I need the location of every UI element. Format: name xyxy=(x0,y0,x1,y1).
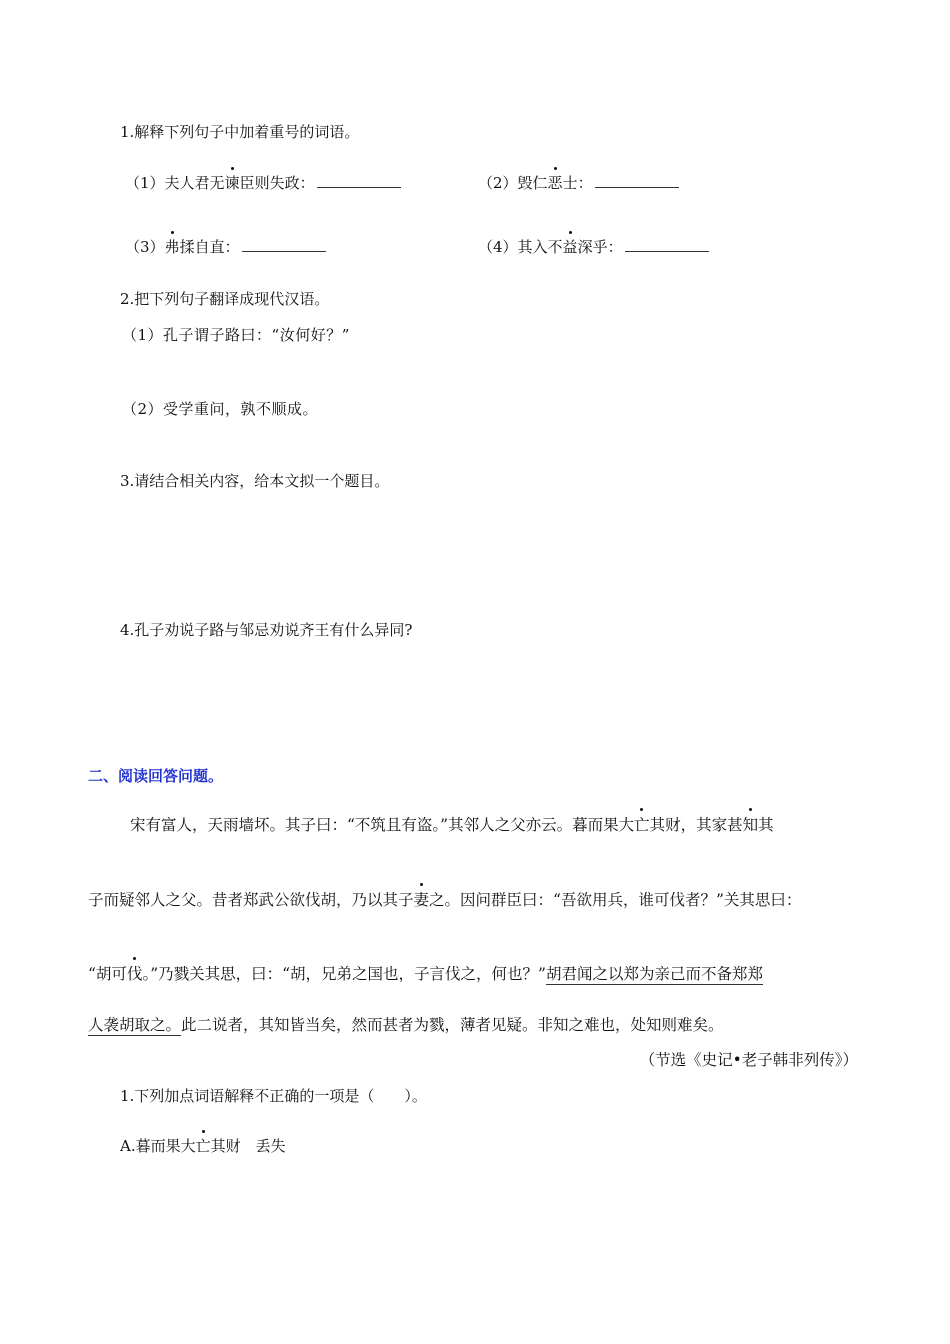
passage-line-3-text-b: 。”乃戮关其思，曰：“胡，兄弟之国也，子言伐之，何也？” xyxy=(142,965,546,983)
passage-emphasized-word: 知 xyxy=(743,813,759,835)
passage-underlined-sentence-end: 人袭胡取之。 xyxy=(88,1016,182,1034)
passage-line-4 xyxy=(88,1013,724,1035)
passage-emphasized-word: 亡 xyxy=(634,813,650,835)
passage-source: （节选《史记•老子韩非列传》） xyxy=(639,1051,858,1069)
item-1-text-before: （1）夫人君无 xyxy=(125,174,225,192)
item-4-text-after: 深乎： xyxy=(577,238,623,256)
passage-line-3 xyxy=(88,962,763,984)
item-3-emphasized-word: 弗 xyxy=(164,238,180,256)
item-4-text-before: （4）其入不 xyxy=(478,238,563,256)
item-2-text-after: 士： xyxy=(562,174,593,192)
option-a-text-before: A.暮而果大 xyxy=(120,1137,196,1155)
question-1-item-2 xyxy=(478,172,679,193)
item-1-text-after: 臣则失政： xyxy=(239,174,315,192)
item-1-emphasized-word: 谏 xyxy=(224,174,240,192)
question-3-stem: 3.请结合相关内容，给本文拟一个题目。 xyxy=(120,472,390,490)
passage-emphasized-word: 伐 xyxy=(127,962,143,984)
passage-line-3-text-a: “胡可 xyxy=(88,965,127,983)
section-2-question-1-stem: 1.下列加点词语解释不正确的一项是（ ）。 xyxy=(120,1087,427,1105)
option-a-text-after: 其财 丢失 xyxy=(210,1137,286,1155)
item-4-emphasized-word: 益 xyxy=(562,238,578,256)
passage-line-2-text-a: 子而疑邻人之父。昔者郑武公欲伐胡，乃以其子 xyxy=(88,891,414,909)
item-3-answer-blank[interactable] xyxy=(242,237,326,252)
question-1-stem: 1.解释下列句子中加着重号的词语。 xyxy=(120,123,360,141)
passage-line-4-text-b: 此二说者，其知皆当矣，然而甚者为戮，薄者见疑。非知之难也，处知则难矣。 xyxy=(181,1016,724,1034)
option-a[interactable] xyxy=(120,1135,286,1156)
option-a-emphasized-word: 亡 xyxy=(195,1137,211,1155)
question-1-item-3 xyxy=(125,236,326,257)
passage-line-2-text-b: 之。因问群臣曰：“吾欲用兵，谁可伐者？”关其思曰： xyxy=(429,891,802,909)
question-2-sentence-2: （2）受学重问，孰不顺成。 xyxy=(122,400,319,418)
passage-emphasized-word: 妻 xyxy=(414,888,430,910)
passage-underlined-sentence: 胡君闻之以郑为亲己而不备郑郑 xyxy=(545,965,763,983)
passage-line-1 xyxy=(130,813,774,835)
question-1-item-4 xyxy=(478,236,709,257)
passage-line-1-text-c: 其 xyxy=(758,816,774,834)
item-4-answer-blank[interactable] xyxy=(625,237,709,252)
question-2-stem: 2.把下列句子翻译成现代汉语。 xyxy=(120,290,330,308)
item-3-text-before: （3） xyxy=(125,238,165,256)
passage-line-1-text-a: 宋有富人，天雨墙坏。其子曰：“不筑且有盗。”其邻人之父亦云。暮而果大 xyxy=(130,816,635,834)
question-1-item-1 xyxy=(125,172,401,193)
item-2-emphasized-word: 恶 xyxy=(547,174,563,192)
item-2-answer-blank[interactable] xyxy=(595,173,679,188)
question-2-sentence-1: （1）孔子谓子路曰：“汝何好？” xyxy=(122,326,350,344)
item-2-text-before: （2）毁仁 xyxy=(478,174,548,192)
passage-line-2 xyxy=(88,888,801,910)
item-1-answer-blank[interactable] xyxy=(317,173,401,188)
item-3-text-after: 揉自直： xyxy=(179,238,240,256)
section-2-heading: 二、阅读回答问题。 xyxy=(88,767,224,785)
passage-line-1-text-b: 其财，其家甚 xyxy=(649,816,743,834)
question-4-stem: 4.孔子劝说子路与邹忌劝说齐王有什么异同? xyxy=(120,621,413,639)
